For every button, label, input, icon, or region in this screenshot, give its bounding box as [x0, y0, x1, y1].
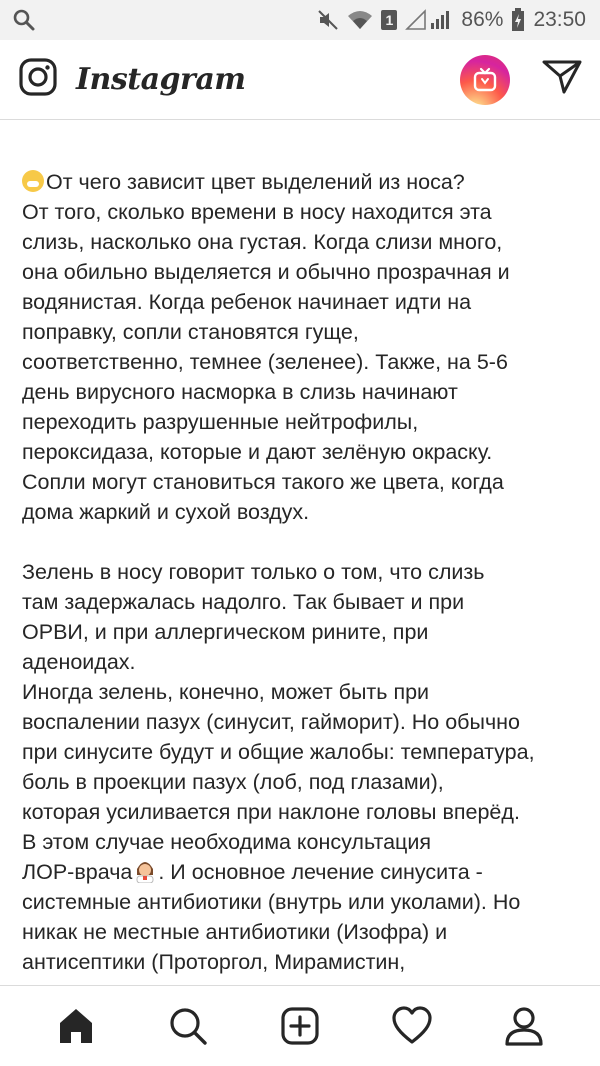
wifi-icon: [347, 9, 373, 31]
activity-heart-icon[interactable]: [382, 996, 442, 1056]
sim-icon: 1: [381, 10, 397, 30]
igtv-icon[interactable]: [460, 55, 510, 105]
search-icon[interactable]: [12, 8, 36, 32]
caption-paragraph-1: [22, 167, 582, 527]
status-bar: [0, 0, 600, 40]
bottom-navigation: [0, 985, 600, 1066]
app-header: [0, 40, 600, 120]
partial-previous-line: [22, 121, 582, 137]
search-icon[interactable]: [158, 996, 218, 1056]
post-caption-area: [0, 121, 600, 985]
signal-icon: [405, 9, 453, 31]
caption-paragraph-1-body: От того, сколько времени в носу находится эта слизь, насколько она густая. Когда слизи много, она обильно выделяется и обычно прозрачная и водянистая. Когда ребенок начинает идти на поправку, сопли становятся гуще, соответственно, темнее (зеленее). Также, на 5-6 день вирусного насморка в слизь начинают переходить разрушенные нейтрофилы, пероксидаза, которые и дают зелёную окраску. Сопли могут становиться такого же цвета, когда дома жаркий и сухой воздух.: [22, 200, 510, 524]
camera-icon[interactable]: [18, 57, 58, 102]
post-caption: [22, 121, 582, 977]
mute-icon: [317, 9, 339, 31]
caption-paragraph-2-tail: . И основное лечение синусита - системные антибиотики (внутрь или уколами). Но никак не местные антибиотики (Изофра) и антисептики (Проторгол, Мирамистин,: [22, 860, 521, 974]
doctor-emoji: [134, 859, 156, 883]
direct-message-icon[interactable]: [542, 58, 582, 101]
caption-paragraph-2-text: Зелень в носу говорит только о том, что слизь там задержалась надолго. Так бывает и при ОРВИ, и при аллергическом рините, при аденоидах. Иногда зелень, конечно, может быть при воспалении пазух (синусит, гайморит). Но обычно при синусите будут и общие жалобы: температура, боль в проекции пазух (лоб, под глазами), которая усиливается при наклоне головы вперёд. В этом случае необходима консультация ЛОР-врача: [22, 560, 535, 884]
sick-face-emoji: [22, 170, 44, 192]
profile-icon[interactable]: [494, 996, 554, 1056]
new-post-icon[interactable]: [270, 996, 330, 1056]
caption-paragraph-2: [22, 557, 582, 977]
battery-icon: [511, 8, 525, 32]
instagram-wordmark: Instagram: [76, 62, 246, 97]
battery-percent: 86%: [461, 8, 504, 31]
clock: 23:50: [533, 8, 586, 31]
caption-paragraph-1-lead: От чего зависит цвет выделений из носа?: [46, 170, 465, 194]
home-icon[interactable]: [46, 996, 106, 1056]
